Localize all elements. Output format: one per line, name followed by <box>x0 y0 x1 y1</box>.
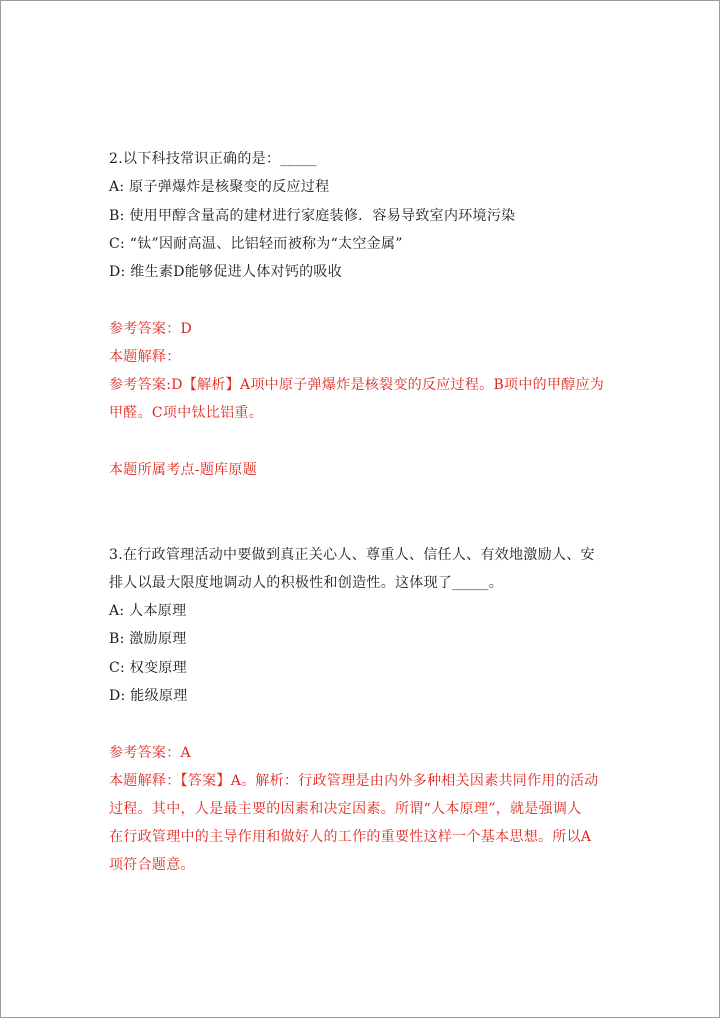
question-2-explain-line-2: 甲醛。C项中钛比铝重。 <box>109 405 264 421</box>
question-3-stem-line-2: 排人以最大限度地调动人的积极性和创造性。这体现了_____。 <box>109 575 503 591</box>
question-3-stem-line-1: 3.在行政管理活动中要做到真正关心人、尊重人、信任人、有效地激励人、安 <box>109 547 595 563</box>
question-3-explain-line-3: 在行政管理中的主导作用和做好人的工作的重要性这样一个基本思想。所以A <box>109 829 592 845</box>
question-2-explain-title: 本题解释： <box>109 349 181 365</box>
question-2-option-d: D: 维生素D能够促进人体对钙的吸收 <box>109 264 343 280</box>
question-3-answer: 参考答案：A <box>109 745 191 761</box>
question-2-option-b: B: 使用甲醇含量高的建材进行家庭装修．容易导致室内环境污染 <box>109 208 516 224</box>
question-2-option-c: C: “钛”因耐高温、比铝轻而被称为“太空金属” <box>109 236 403 252</box>
question-2-option-a: A: 原子弹爆炸是核聚变的反应过程 <box>109 179 330 195</box>
question-3-explain-line-2: 过程。其中，人是最主要的因素和决定因素。所谓“人本原理”，就是强调人 <box>109 801 582 817</box>
question-3-option-d: D: 能级原理 <box>109 688 188 704</box>
question-2-source: 本题所属考点-题库原题 <box>109 462 258 478</box>
question-3-option-c: C: 权变原理 <box>109 660 187 676</box>
question-3-option-a: A: 人本原理 <box>109 603 187 619</box>
question-2-stem: 2.以下科技常识正确的是：_____ <box>109 151 317 167</box>
question-2-answer: 参考答案：D <box>109 321 193 337</box>
question-2-explain-line-1: 参考答案:D【解析】A项中原子弹爆炸是核裂变的反应过程。B项中的甲醇应为 <box>109 377 605 393</box>
question-3-option-b: B: 激励原理 <box>109 631 187 647</box>
question-3-explain-line-1: 本题解释：【答案】A。解析：行政管理是由内外多种相关因素共同作用的活动 <box>109 773 599 789</box>
question-3-explain-line-4: 项符合题意。 <box>109 857 195 873</box>
